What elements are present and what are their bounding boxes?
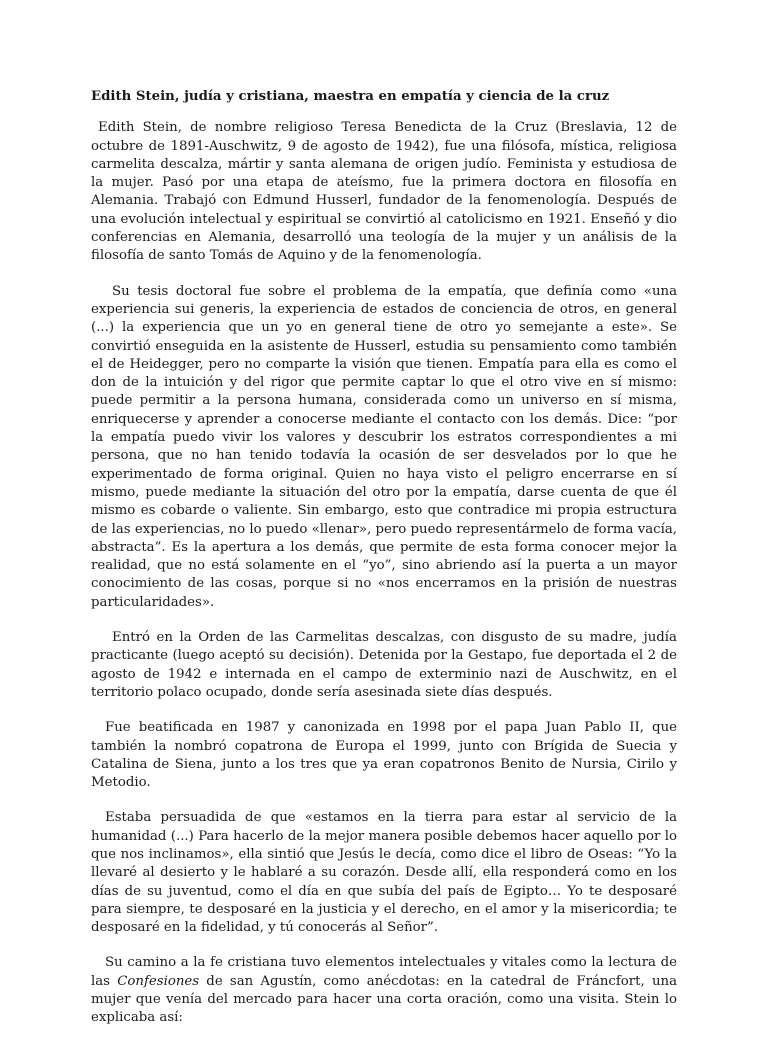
document-body (91, 88, 677, 1045)
paragraph-text-end: de san Agustín, como anécdotas: en la catedral de Fráncfort, una mujer que venía del mercado para hacer una corta oración, como una visita. Stein lo explicaba así: (91, 973, 677, 1026)
paragraph-carmelite-order: Entró en la Orden de las Carmelitas descalzas, con disgusto de su madre, judía practicante (luego aceptó su decisión). Detenida por la Gestapo, fue deportada el 2 de agosto de 1942 e internada en el campo de exterminio nazi de Auschwitz, en el territorio polaco ocupado, donde sería asesinada siete días después. (91, 630, 677, 700)
paragraph-biography: Edith Stein, de nombre religioso Teresa Benedicta de la Cruz (Breslavia, 12 de octubre de 1891-Auschwitz, 9 de agosto de 1942), fue una filósofa, mística, religiosa carmelita descalza, mártir y santa alemana de origen judío. Feminista y estudiosa de la mujer. Pasó por una etapa de ateísmo, fue la primera doctora en filosofía en Alemania. Trabajó con Edmund Husserl, fundador de la fenomenología. Después de una evolución intelectual y espiritual se convirtió al catolicismo en 1921. Enseñó y dio conferencias en Alemania, desarrolló una teología de la mujer y un análisis de la filosofía de santo Tomás de Aquino y de la fenomenología. (91, 120, 677, 264)
paragraph-canonization: Fue beatificada en 1987 y canonizada en 1998 por el papa Juan Pablo II, que también la nombró copatrona de Europa el 1999, junto con Brígida de Suecia y Catalina de Siena, junto a los tres que ya eran copatronos Benito de Nursia, Cirilo y Metodio. (91, 720, 677, 791)
book-title-emphasis: Confesiones (117, 973, 200, 989)
document-title: Edith Stein, judía y cristiana, maestra en empatía y ciencia de la cruz (91, 89, 610, 104)
paragraph-service-humanity: Estaba persuadida de que «estamos en la tierra para estar al servicio de la humanidad (...) Para hacerlo de la mejor manera posible debemos hacer aquello por lo que nos inclinamos», ella sintió que Jesús le decía, como dice el libro de Oseas: “Yo la llevaré al desierto y le hablaré a su corazón. Desde allí, ella responderá como en los días de su juventud, como el día en que subía del país de Egipto… Yo te desposaré para siempre, te desposaré en la justicia y el derecho, en el amor y la misericordia; te desposaré en la fidelidad, y tú conocerás al Señor”. (91, 810, 677, 936)
paragraph-text-start: Su camino a la fe cristiana tuvo elementos intelectuales y vitales como la lectura de las (91, 955, 677, 989)
paragraph-path-to-faith (91, 954, 677, 1027)
paragraph-empathy-thesis: Su tesis doctoral fue sobre el problema de la empatía, que definía como «una experiencia sui generis, la experiencia de estados de conciencia de otros, en general (...) la experiencia que un yo en general tiene de otro yo semejante a este». Se convirtió enseguida en la asistente de Husserl, estudia su pensamiento como también el de Heidegger, pero no comparte la visión que tienen. Empatía para ella es como el don de la intuición y del rigor que permite captar lo que el otro vive en sí mismo: puede permitir a la persona humana, considerada como un universo en sí misma, enriquecerse y aprender a conocerse mediante el contacto con los demás. Dice: “por la empatía puedo vivir los valores y descubrir los estratos correspondientes a mi persona, que no han tenido todavía la ocasión de ser desvelados por lo que he experimentado de forma original. Quien no haya visto el peligro encerrarse en sí mismo, puede mediante la situación del otro por la empatía, darse cuenta de que él mismo es cobarde o valiente. Sin embargo, esto que contradice mi propia estructura de las experiencias, no lo puedo «llenar», pero puedo representármelo de forma vacía, abstracta”. Es la apertura a los demás, que permite de esta forma conocer mejor la realidad, que no está solamente en el “yo”, sino abriendo así la puerta a un mayor conocimiento de las cosas, porque si no «nos encerramos en la prisión de nuestras particularidades». (91, 283, 677, 610)
